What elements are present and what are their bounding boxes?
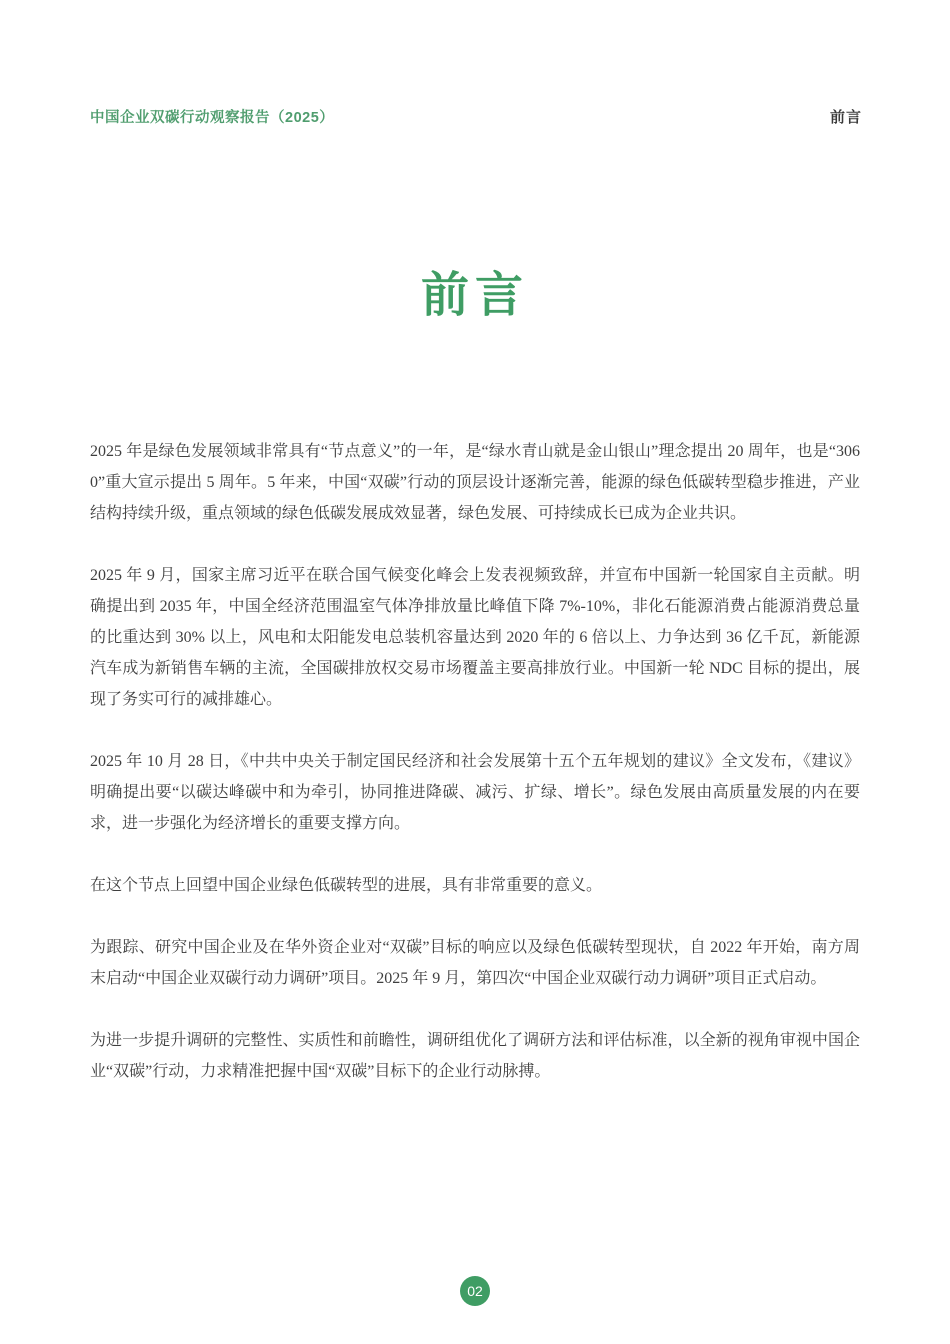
running-header <box>90 106 862 127</box>
paragraph-1: 2025 年是绿色发展领域非常具有“节点意义”的一年，是“绿水青山就是金山银山”理念提出 20 周年，也是“3060”重大宣示提出 5 周年。5 年来，中国“双碳”行动的顶层设计逐渐完善，能源的绿色低碳转型稳步推进，产业结构持续升级，重点领域的绿色低碳发展成效显著，绿色发展、可持续成长已成为企业共识。 <box>90 443 860 522</box>
section-running-label: 前言 <box>829 109 862 126</box>
paragraph-2: 2025 年 9 月，国家主席习近平在联合国气候变化峰会上发表视频致辞，并宣布中国新一轮国家自主贡献。明确提出到 2035 年，中国全经济范围温室气体净排放量比峰值下降 7%-10%，非化石能源消费占能源消费总量的比重达到 30% 以上，风电和太阳能发电总装机容量达到 2020 年的 6 倍以上、力争达到 36 亿千瓦，新能源汽车成为新销售车辆的主流，全国碳排放权交易市场覆盖主要高排放行业。中国新一轮 NDC 目标的提出，展现了务实可行的减排雄心。 <box>90 567 860 708</box>
report-running-title: 中国企业双碳行动观察报告（2025） <box>90 110 335 126</box>
paragraph-5: 为跟踪、研究中国企业及在华外资企业对“双碳”目标的响应以及绿色低碳转型现状，自 2022 年开始，南方周末启动“中国企业双碳行动力调研”项目。2025 年 9 月，第四次“中国企业双碳行动力调研”项目正式启动。 <box>90 939 860 987</box>
paragraph-6: 为进一步提升调研的完整性、实质性和前瞻性，调研组优化了调研方法和评估标准，以全新的视角审视中国企业“双碳”行动，力求精准把握中国“双碳”目标下的企业行动脉搏。 <box>90 1032 860 1080</box>
paragraph-3: 2025 年 10 月 28 日，《中共中央关于制定国民经济和社会发展第十五个五年规划的建议》全文发布，《建议》明确提出要“以碳达峰碳中和为牵引，协同推进降碳、减污、扩绿、增长”。绿色发展由高质量发展的内在要求，进一步强化为经济增长的重要支撑方向。 <box>90 753 860 832</box>
body-text <box>90 436 860 1087</box>
paragraph-4: 在这个节点上回望中国企业绿色低碳转型的进展，具有非常重要的意义。 <box>90 877 603 894</box>
page-title: 前言 <box>420 269 529 322</box>
page-number-badge: 02 <box>460 1276 490 1306</box>
